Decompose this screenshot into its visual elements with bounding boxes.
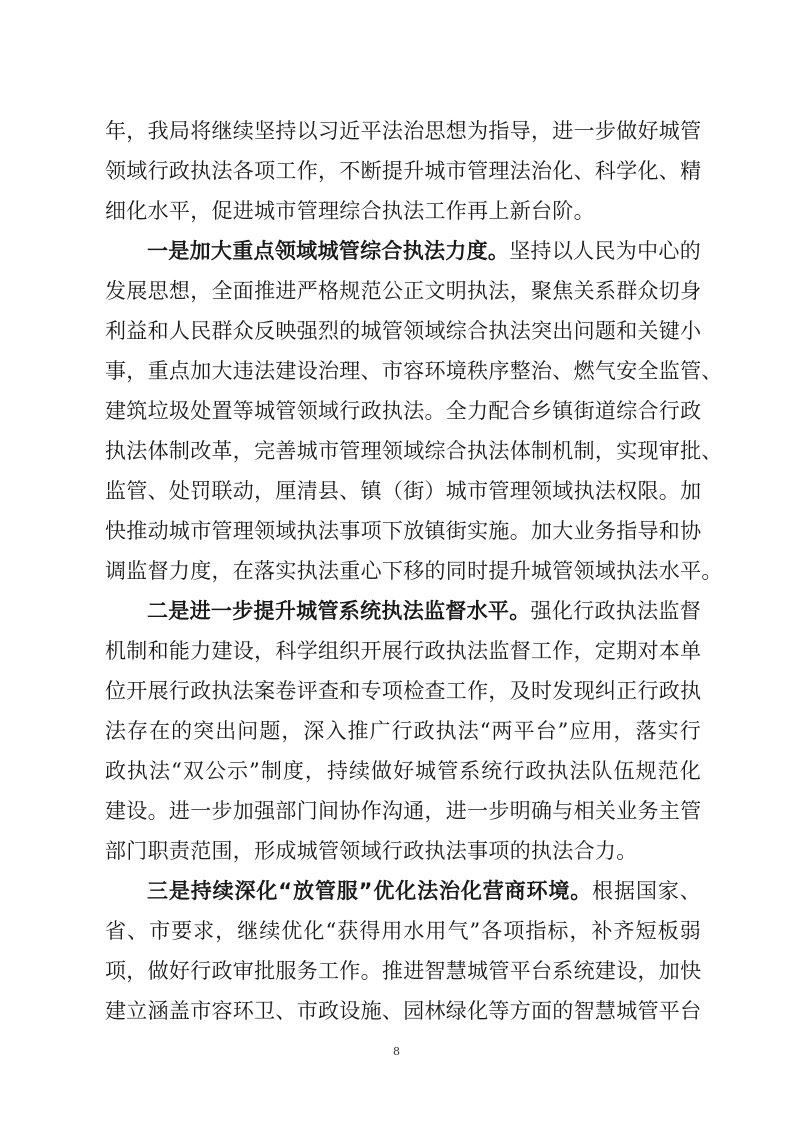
paragraph-2-heading: 二是进一步提升城管系统执法监督水平。 <box>147 599 531 623</box>
paragraph-1-heading: 一是加大重点领域城管综合执法力度。 <box>147 239 510 263</box>
page-number: 8 <box>393 1045 400 1058</box>
text-line: 利益和人民群众反映强烈的城管领域综合执法突出问题和关键小 <box>105 319 702 343</box>
paragraph-1-first-text: 坚持以人民为中心的 <box>509 239 701 263</box>
text-line: 细化水平，促进城市管理综合执法工作再上新台阶。 <box>105 199 595 223</box>
text-line: 法存在的突出问题，深入推广行政执法“两平台”应用，落实行 <box>105 719 701 743</box>
text-line: 调监督力度，在落实执法重心下移的同时提升城管领域执法水平。 <box>105 559 723 583</box>
paragraph-1-first-line <box>147 233 701 269</box>
text-line: 省、市要求，继续优化“获得用水用气”各项指标，补齐短板弱 <box>105 919 701 943</box>
paragraph-3-first-text: 根据国家、 <box>592 879 702 903</box>
text-line: 机制和能力建设，科学组织开展行政执法监督工作，定期对本单 <box>105 639 702 663</box>
text-line: 建设。进一步加强部门间协作沟通，进一步明确与相关业务主管 <box>105 799 702 823</box>
text-line: 位开展行政执法案卷评查和专项检查工作，及时发现纠正行政执 <box>105 679 702 703</box>
text-line: 政执法“双公示”制度，持续做好城管系统行政执法队伍规范化 <box>105 759 701 783</box>
text-line: 年，我局将继续坚持以习近平法治思想为指导，进一步做好城管 <box>105 119 702 143</box>
text-line: 发展思想，全面推进严格规范公正文明执法，聚焦关系群众切身 <box>105 279 702 303</box>
text-line: 建筑垃圾处置等城管领域行政执法。全力配合乡镇街道综合行政 <box>105 399 702 423</box>
paragraph-2-first-line <box>147 593 701 629</box>
text-line: 部门职责范围，形成城管领域行政执法事项的执法合力。 <box>105 839 638 863</box>
text-line: 执法体制改革，完善城市管理领域综合执法体制机制，实现审批、 <box>105 439 723 463</box>
text-line: 事，重点加大违法建设治理、市容环境秩序整治、燃气安全监管、 <box>105 359 723 383</box>
paragraph-3-first-line <box>147 873 701 909</box>
text-line: 快推动城市管理领域执法事项下放镇街实施。加大业务指导和协 <box>105 519 702 543</box>
text-line: 监管、处罚联动，厘清县、镇（街）城市管理领域执法权限。加 <box>105 479 702 503</box>
text-line: 建立涵盖市容环卫、市政设施、园林绿化等方面的智慧城管平台 <box>105 999 702 1023</box>
paragraph-2-first-text: 强化行政执法监督 <box>530 599 701 623</box>
text-line: 项，做好行政审批服务工作。推进智慧城管平台系统建设，加快 <box>105 959 702 983</box>
paragraph-3-heading: 三是持续深化“放管服”优化法治化营商环境。 <box>147 879 593 903</box>
text-line: 领域行政执法各项工作，不断提升城市管理法治化、科学化、精 <box>105 159 702 183</box>
